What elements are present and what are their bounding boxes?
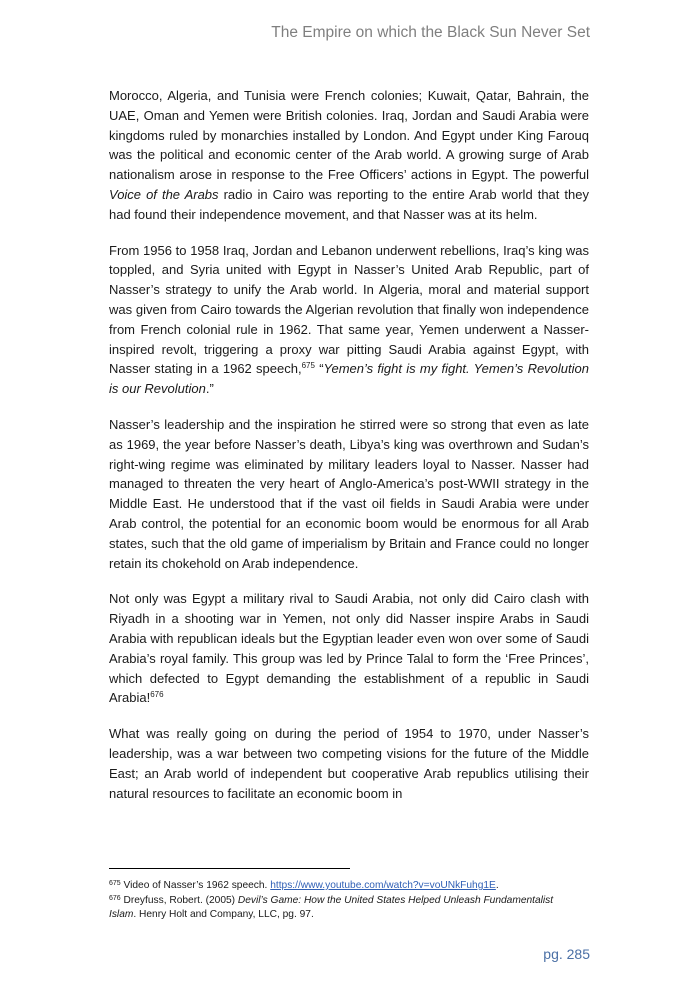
paragraph-text: What was really going on during the period of 1954 to 1970, under Nasser’s leadership, was a war between two competing visions for the future of the Middle East; an Arab world of independent but cooperative Arab republics utilising their natural resources to facilitate an economic boom in [109, 726, 589, 801]
paragraph-text: radio in Cairo was reporting to the entire Arab world that they had found their independence movement, and that Nasser was at its helm. [109, 186, 590, 222]
footnote-676 [109, 894, 579, 923]
running-header: The Empire on which the Black Sun Never Set [271, 24, 590, 41]
paragraph-4 [109, 589, 589, 708]
book-title: Devil’s Game: How the United States Helped Unleash Fundamentalist Islam [109, 894, 554, 921]
footnote-text: . Henry Holt and Company, LLC, pg. 97. [133, 909, 314, 921]
footnote-text: Dreyfuss, Robert. (2005) [120, 894, 238, 906]
footnote-reference-676[interactable]: 676 [150, 690, 164, 700]
youtube-link[interactable]: https://www.youtube.com/watch?v=voUNkFuhg1E [270, 880, 496, 891]
footnote-mark: 676 [109, 894, 121, 902]
paragraph-text: Morocco, Algeria, and Tunisia were French colonies; Kuwait, Qatar, Bahrain, the UAE, Oman and Yemen were British colonies. Iraq, Jordan and Saudi Arabia were kingdoms ruled by monarchies installed by London. And Egypt under King Farouq was the political and economic center of the Arab world. A growing surge of Arab nationalism arose in response to the Free Officers’ actions in Egypt. The powerful [109, 88, 589, 183]
paragraph-text: Nasser’s leadership and the inspiration he stirred were so strong that even as late as 1969, the year before Nasser’s death, Libya’s king was overthrown and Sudan’s right-wing regime was eliminated by military leaders loyal to Nasser. Nasser had managed to threaten the very heart of Anglo-America’s post-WWII strategy in the Middle East. He understood that if the vast oil fields in Saudi Arabia were under Arab control, the potential for an economic boom would be enormous for all Arab states, such that the old game of imperialism by Britain and France could no longer retain its chokehold on Arab independence. [109, 416, 589, 571]
footnote-reference-675[interactable]: 675 [301, 361, 315, 371]
paragraph-text: Not only was Egypt a military rival to Saudi Arabia, not only did Cairo clash with Riyadh in a shooting war in Yemen, not only did Nasser inspire Arabs in Saudi Arabia with republican ideals but the Egyptian leader even won over some of Saudi Arabia’s royal family. This group was led by Prince Talal to form the ‘Free Princes’, which defected to Egypt demanding the establishment of a republic in Saudi Arabia! [109, 591, 589, 706]
paragraph-5 [109, 724, 589, 803]
page-number: pg. 285 [543, 946, 590, 962]
italic-quote: Yemen’s fight is my fight. Yemen’s Revolution is our Revolution [109, 361, 589, 397]
footnote-separator [109, 868, 350, 869]
main-text [109, 86, 589, 819]
quote-close: .” [205, 381, 214, 397]
footnote-text: . [495, 880, 499, 891]
italic-title: Voice of the Arabs [109, 186, 219, 202]
quote-open: “ [314, 361, 324, 377]
footnotes [109, 879, 579, 923]
footnote-text: Video of Nasser’s 1962 speech. [120, 880, 271, 891]
paragraph-3 [109, 415, 589, 573]
paragraph-1 [109, 86, 589, 225]
footnote-675 [109, 879, 579, 894]
paragraph-text: From 1956 to 1958 Iraq, Jordan and Lebanon underwent rebellions, Iraq’s king was toppled, and Syria united with Egypt in Nasser’s United Arab Republic, part of Nasser’s strategy to unify the Arab world. In Algeria, moral and material support was given from Cairo towards the Algerian revolution that finally won independence from French colonial rule in 1962. That same year, Yemen underwent a Nasser-inspired revolt, triggering a proxy war pitting Saudi Arabia against Egypt, with Nasser stating in a 1962 speech, [109, 242, 589, 377]
footnote-mark: 675 [109, 880, 121, 887]
paragraph-2 [109, 241, 589, 399]
